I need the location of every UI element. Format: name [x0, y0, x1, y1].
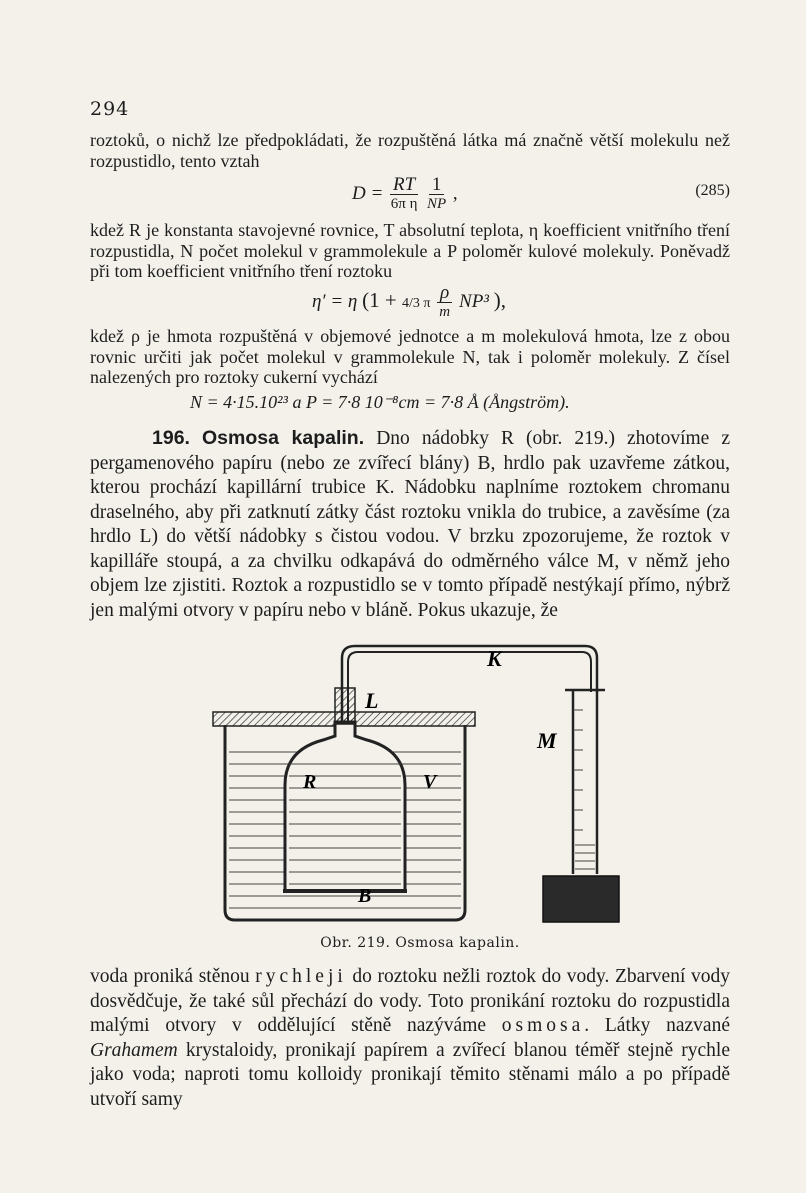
label-B: B: [358, 885, 372, 907]
label-L: L: [365, 688, 379, 713]
p4-b: do roztoku nežli roztok do vody. Zbarvení vody dosvědčuje, že také sůl přechází do vody. Toto pronikání roztoku do rozpustidla malými otvory v oddělující stěně nazýváme: [90, 966, 730, 1036]
equation-values: [190, 392, 570, 413]
inner-vessel: [285, 722, 405, 890]
eq285-frac2-den: NP: [426, 196, 447, 212]
eq2-close: ),: [493, 287, 507, 312]
paragraph-intro: roztoků, o nichž lze předpokládati, že rozpuštěná látka má značně větší molekulu než rozpustidlo, tento vztah: [90, 130, 730, 171]
figure-caption: Obr. 219. Osmosa kapalin.: [320, 935, 520, 951]
eq285-frac1-den: 6π η: [390, 196, 418, 212]
eq2-lhs: η′ = η: [312, 290, 358, 312]
p4-spaced-rychleji: rychleji: [255, 966, 347, 987]
eq285-frac1: [390, 176, 418, 213]
p4-spaced-osmosa: osmosa: [501, 1015, 585, 1036]
paragraph-results: kdež ρ je hmota rozpuštěná v objemové jednotce a m molekulová hmota, lze z obou rovnic určiti jak počet molekul v grammolekule N, tak i poloměr molekuly. Z čísel nalezených pro roztoky cukerní vychází: [90, 326, 730, 387]
eq2-coef: 4/3 π: [401, 295, 431, 311]
eq2-frac-num: ρ: [437, 284, 452, 303]
cylinder-scale: [573, 710, 595, 869]
p4-c: . Látky nazvané: [584, 1015, 730, 1036]
label-V: V: [423, 771, 437, 793]
eq2-rest: NP³: [459, 290, 490, 312]
cylinder-base: [543, 876, 619, 922]
paragraph-definitions: kdež R je konstanta stavojevné rovnice, T absolutní teplota, η koefficient vnitřního tření rozpustidla, N počet molekul v grammolekule a P poloměr kulové molekuly. Poněvadž při tom koefficient vnitřního tření roztoku: [90, 220, 730, 281]
equation-number: (285): [695, 182, 730, 199]
figure-osmosis-apparatus: [205, 640, 635, 940]
eq285-frac2: [427, 176, 446, 213]
stopper: [335, 688, 355, 724]
p4-d: krystaloidy, pronikají papírem a zvířecí blanou téměř stejně rychle jako voda; naproti tomu kolloidy pronikají těmito stěnami málo a po případě utvoří samy: [90, 1039, 730, 1110]
p4-italic-grahamem: Grahamem: [90, 1039, 178, 1061]
section-number: 196.: [152, 427, 190, 449]
eq2-open: (1 +: [362, 287, 402, 312]
label-M: M: [537, 728, 557, 753]
eq2-frac: [437, 284, 452, 321]
p4-a: voda proniká stěnou: [90, 966, 256, 987]
page-number: 294: [90, 98, 130, 120]
paragraph-osmosis: [90, 965, 730, 1112]
equation-viscosity: [312, 284, 506, 321]
label-K: K: [487, 646, 502, 671]
section-title: Osmosa kapalin.: [202, 427, 365, 449]
eq285-frac2-num: 1: [429, 176, 445, 195]
equation-285: [90, 174, 730, 218]
eq285-lhs: D =: [352, 182, 384, 204]
section-body: Dno nádobky R (obr. 219.) zhotovíme z pergamenového papíru (nebo ze zvířecí blány) B, hrdlo pak uzavřeme zátkou, kterou prochází kapillární trubice K. Nádobku naplníme roztokem chromanu draselného, aby při zatknutí zátky část roztoku vnikla do trubice, a zavěsíme (za hrdlo L) do větší nádobky s čistou vodou. V brzku zpozorujeme, že roztok v kapilláře stoupá, a za chvilku odkapává do odměrného válce M, v němž jeho objem lze zjistiti. Roztok a rozpustidlo se v tomto případě nestýkají přímo, nýbrž jen malými otvory v papíru nebo v bláně. Pokus ukazuje, že: [90, 428, 731, 621]
eq2-frac-den: m: [439, 304, 451, 320]
measuring-cylinder: [565, 690, 605, 874]
eq285-trail: ,: [452, 182, 458, 204]
eq285-frac1-num: RT: [390, 176, 418, 195]
eq3-text: N = 4·15.10²³ a P = 7·8 10⁻⁸cm = 7·8 Å (Ångström).: [190, 392, 570, 412]
section-196: [90, 426, 730, 623]
label-R: R: [303, 771, 317, 793]
